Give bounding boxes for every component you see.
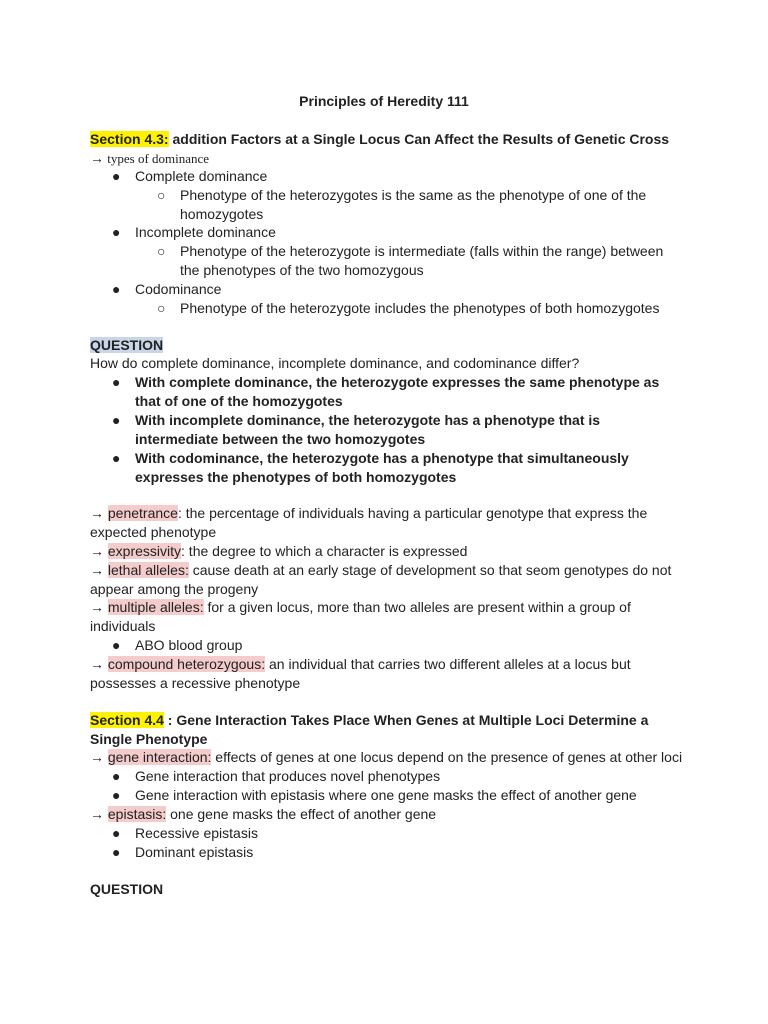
bullet-icon: ● [112, 787, 121, 803]
section-label: Section 4.4 [90, 712, 164, 728]
types-of-dominance: → types of dominance [90, 150, 210, 166]
page-title: Principles of Heredity 111 [299, 93, 469, 109]
term-compound-heterozygous: → compound heterozygous: an individual that carries two different alleles at a locus but [90, 656, 631, 672]
question-label: QUESTION [90, 337, 164, 353]
arrow-glyph: → [90, 150, 104, 166]
section-label: Section 4.3: [90, 131, 169, 147]
list-item: Incomplete dominance [135, 224, 276, 240]
bullet-icon: ● [112, 168, 121, 184]
bullet-icon: ● [112, 374, 121, 390]
bullet-icon: ● [112, 844, 121, 860]
answer-continuation: expresses the phenotypes of both homozygotes [135, 469, 457, 485]
list-item: ABO blood group [135, 637, 243, 653]
bullet-icon: ● [112, 768, 121, 784]
answer-item: With incomplete dominance, the heterozygote has a phenotype that is [135, 412, 601, 428]
circle-bullet-icon: ○ [157, 243, 166, 259]
bullet-icon: ● [112, 450, 121, 466]
term-continuation: expected phenotype [90, 524, 217, 540]
list-item-continuation: homozygotes [180, 206, 264, 222]
answer-item: With complete dominance, the heterozygote expresses the same phenotype as [135, 374, 660, 390]
list-item: Gene interaction with epistasis where one gene masks the effect of another gene [135, 787, 637, 803]
list-item: Phenotype of the heterozygotes is the same as the phenotype of one of the [180, 187, 647, 203]
term-continuation: possesses a recessive phenotype [90, 675, 301, 691]
term-epistasis: → epistasis: one gene masks the effect of another gene [90, 806, 437, 822]
section-4-3-heading: Section 4.3: addition Factors at a Single Locus Can Affect the Results of Genetic Cross [90, 131, 670, 147]
list-item-continuation: the phenotypes of the two homozygous [180, 262, 424, 278]
answer-item: With codominance, the heterozygote has a phenotype that simultaneously [135, 450, 629, 466]
circle-bullet-icon: ○ [157, 300, 166, 316]
list-item: Phenotype of the heterozygote includes the phenotypes of both homozygotes [180, 300, 660, 316]
answer-continuation: intermediate between the two homozygotes [135, 431, 426, 447]
term-lethal-alleles: → lethal alleles: cause death at an early stage of development so that seom genotypes do not [90, 562, 672, 578]
list-item: Codominance [135, 281, 222, 297]
list-item: Complete dominance [135, 168, 268, 184]
bullet-icon: ● [112, 825, 121, 841]
answer-continuation: that of one of the homozygotes [135, 393, 343, 409]
bullet-icon: ● [112, 637, 121, 653]
section-heading-continuation: Single Phenotype [90, 731, 208, 747]
term-continuation: appear among the progeny [90, 581, 259, 597]
list-item: Dominant epistasis [135, 844, 254, 860]
section-4-4-heading: Section 4.4 : Gene Interaction Takes Place When Genes at Multiple Loci Determine a [90, 712, 649, 728]
term-multiple-alleles: → multiple alleles: for a given locus, more than two alleles are present within a group of [90, 599, 631, 615]
circle-bullet-icon: ○ [157, 187, 166, 203]
question-text: How do complete dominance, incomplete dominance, and codominance differ? [90, 355, 580, 371]
question-label: QUESTION [90, 881, 164, 897]
bullet-icon: ● [112, 281, 121, 297]
term-continuation: individuals [90, 618, 156, 634]
bullet-icon: ● [112, 412, 121, 428]
bullet-icon: ● [112, 224, 121, 240]
term-expressivity: → expressivity: the degree to which a character is expressed [90, 543, 468, 559]
term-gene-interaction: → gene interaction: effects of genes at one locus depend on the presence of genes at other loci [90, 749, 683, 765]
term-penetrance: → penetrance: the percentage of individuals having a particular genotype that express the [90, 505, 648, 521]
list-item: Recessive epistasis [135, 825, 258, 841]
list-item: Gene interaction that produces novel phenotypes [135, 768, 441, 784]
list-item: Phenotype of the heterozygote is intermediate (falls within the range) between [180, 243, 664, 259]
